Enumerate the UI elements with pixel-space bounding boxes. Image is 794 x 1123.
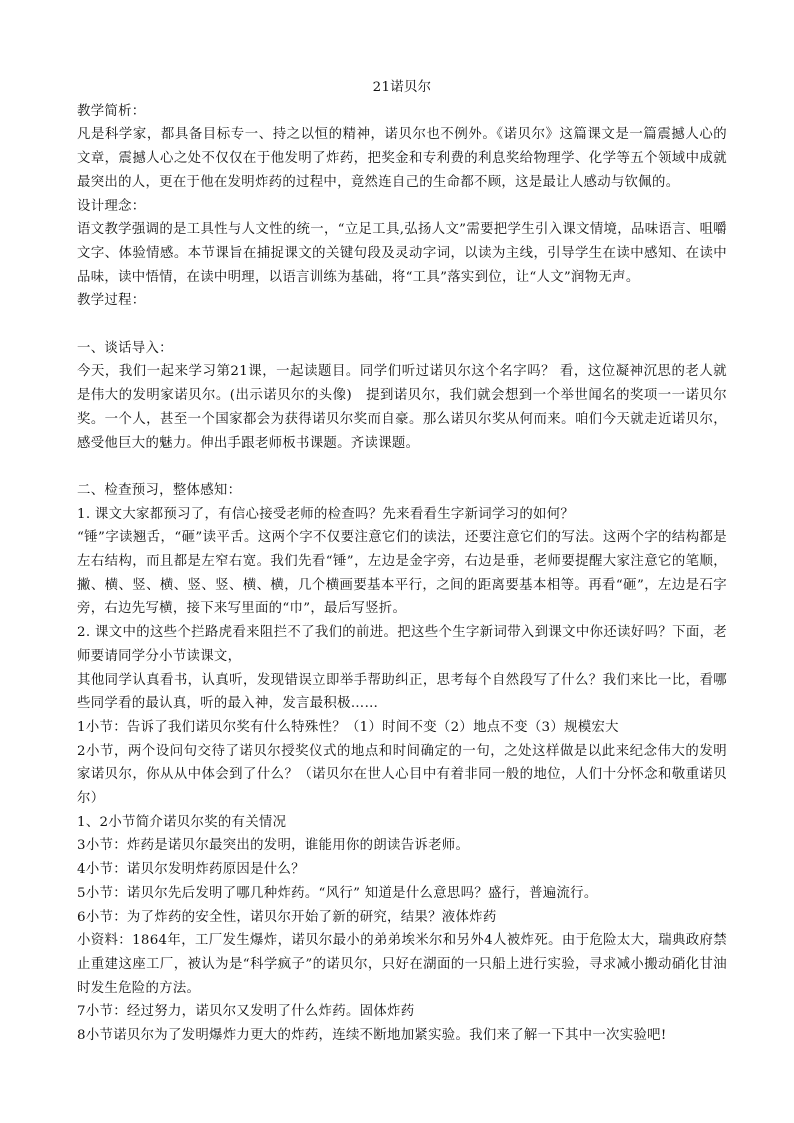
paragraph: 二、检查预习，整体感知： [77,482,242,498]
paragraph: 一、谈话导入： [77,340,173,356]
document-body [77,100,727,1048]
paragraph: 教学简析： [77,103,146,119]
paragraph: “锤”字读翘舌，“砸”读平舌。这两个字不仅要注意它们的读法，还要注意它们的写法。这两个字的结构都是左右结构，而且都是左窄右宽。我们先看“锤”，左边是金字旁，右边是垂，老师要提醒大家注意它的笔顺，撇、横、竖、横、竖、竖、横、横，几个横画要基本平行，之间的距离要基本相等。再看“砸”，左边是石字旁，右边先写横，接下来写里面的“巾”，最后写竖折。 [77,530,727,617]
paragraph: 今天，我们一起来学习第21课，一起读题目。同学们听过诺贝尔这个名字吗？ 看，这位凝神沉思的老人就是伟大的发明家诺贝尔。(出示诺贝尔的头像) 提到诺贝尔，我们就会想到一个举世闻名的奖项一一诺贝尔奖。一个人，甚至一个国家都会为获得诺贝尔奖而自豪。那么诺贝尔奖从何而来。咱们今天就走近诺贝尔，感受他巨大的魅力。伸出手跟老师板书课题。齐读课题。 [77,364,727,451]
paragraph: 凡是科学家，都具备目标专一、持之以恒的精神，诺贝尔也不例外。《诺贝尔》这篇课文是一篇震撼人心的文章，震撼人心之处不仅仅在于他发明了炸药，把奖金和专利费的利息奖给物理学、化学等五个领域中成就最突出的人，更在于他在发明炸药的过程中，竟然连自己的生命都不顾，这是最让人感动与钦佩的。 [77,127,727,190]
paragraph: 1. 课文大家都预习了，有信心接受老师的检查吗？先来看看生字新词学习的如何？ [77,506,575,522]
paragraph: 4小节：诺贝尔发明炸药原因是什么？ [77,862,305,878]
blank-line [77,313,727,337]
paragraph: 设计理念： [77,198,146,214]
document-page [77,76,727,1048]
paragraph: 8小节诺贝尔为了发明爆炸力更大的炸药，连续不断地加紧实验。我们来了解一下其中一次实验吧! [77,1028,667,1044]
paragraph: 语文教学强调的是工具性与人文性的统一，“立足工具,弘扬人文”需要把学生引入课文情境，品味语言、咀嚼文字、体验情感。本节课旨在捕捉课文的关键句段及灵动字词，以读为主线，引导学生在读中感知、在读中品味，读中悟情，在读中明理，以语言训练为基础，将“工具”落实到位，让“人文”润物无声。 [77,222,727,285]
paragraph: 2小节，两个设问句交待了诺贝尔授奖仪式的地点和时间确定的一句，之处这样做是以此来纪念伟大的发明家诺贝尔，你从从中体会到了什么？（诺贝尔在世人心目中有着非同一般的地位，人们十分怀念和敬重诺贝尔） [77,743,727,807]
document-title: 21诺贝尔 [372,80,432,95]
paragraph: 3小节：炸药是诺贝尔最突出的发明，谁能用你的朗读告诉老师。 [77,838,470,854]
paragraph: 教学过程： [77,293,146,309]
blank-line [77,455,727,479]
paragraph: 6小节：为了炸药的安全性，诺贝尔开始了新的研究，结果？液体炸药 [77,909,497,925]
paragraph: 其他同学认真看书，认真听，发现错误立即举手帮助纠正，思考每个自然段写了什么？我们来比一比，看哪些同学看的最认真，听的最入神，发言最积极…… [77,672,727,712]
paragraph: 1小节：告诉了我们诺贝尔奖有什么特殊性？（1）时间不变（2）地点不变（3）规模宏大 [77,719,619,735]
paragraph: 7小节：经过努力，诺贝尔又发明了什么炸药。固体炸药 [77,1004,415,1020]
paragraph: 5小节：诺贝尔先后发明了哪几种炸药。“风行” 知道是什么意思吗？盛行，普遍流行。 [77,885,598,901]
paragraph: 2. 课文中的这些个拦路虎看来阻拦不了我们的前进。把这些个生字新词带入到课文中你还读好吗？下面，老师要请同学分小节读课文， [77,625,727,664]
paragraph: 小资料：1864年，工厂发生爆炸，诺贝尔最小的弟弟埃米尔和另外4人被炸死。由于危险太大，瑞典政府禁止重建这座工厂，被认为是“科学疯子”的诺贝尔，只好在湖面的一只船上进行实验，寻求减小搬动硝化甘油时发生危险的方法。 [77,933,727,996]
paragraph: 1、2小节简介诺贝尔奖的有关情况 [77,814,287,830]
